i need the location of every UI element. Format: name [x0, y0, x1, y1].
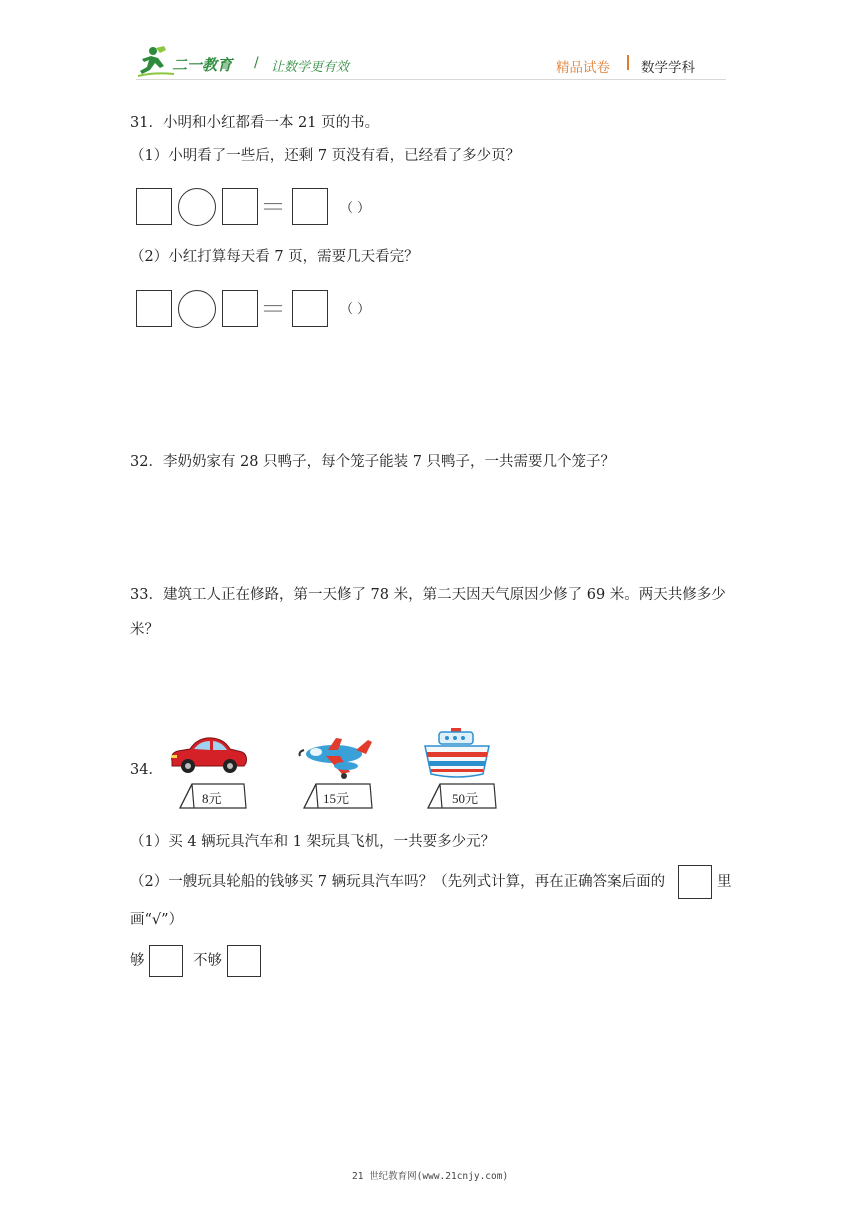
- logo-text: 二一教育: [172, 56, 233, 74]
- inline-answer-box[interactable]: [678, 865, 712, 899]
- q33-line2: 米？: [130, 622, 159, 638]
- unit-paren[interactable]: （ ）: [340, 201, 371, 216]
- q34-part2-line2: 画“√”）: [130, 912, 184, 928]
- answer-box[interactable]: [136, 188, 172, 225]
- operator-circle[interactable]: [178, 188, 216, 226]
- enough-checkbox[interactable]: [149, 945, 183, 977]
- equals-sign: ＝: [260, 193, 287, 223]
- toy-car-image: [166, 733, 250, 775]
- toy-plane-image: [296, 736, 376, 782]
- q34-part2-after-box: 里: [717, 874, 732, 890]
- price-car: 8元: [202, 791, 222, 806]
- enough-label: 够: [130, 953, 145, 969]
- q34-part2-line1: （2）一艘玩具轮船的钱够买 7 辆玩具汽车吗？（先列式计算，再在正确答案后面的: [130, 874, 666, 890]
- answer-box[interactable]: [222, 290, 258, 327]
- toy-boat-image: [421, 726, 493, 780]
- header-subject: 数学学科: [641, 60, 695, 76]
- header-right-label: 精品试卷: [556, 60, 610, 76]
- answer-box[interactable]: [136, 290, 172, 327]
- q31-title: 31．小明和小红都看一本 21 页的书。: [130, 115, 380, 131]
- price-plane: 15元: [323, 791, 350, 806]
- q32-title: 32．李奶奶家有 28 只鸭子，每个笼子能装 7 只鸭子，一共需要几个笼子？: [130, 454, 616, 470]
- q31-part1: （1）小明看了一些后，还剩 7 页没有看，已经看了多少页？: [130, 148, 521, 164]
- answer-box[interactable]: [292, 188, 328, 225]
- header-rule: [136, 79, 726, 80]
- price-boat: 50元: [452, 791, 479, 806]
- slogan: 让数学更有效: [271, 60, 350, 75]
- answer-box[interactable]: [222, 188, 258, 225]
- header-divider: [627, 55, 629, 70]
- footer-text: 21 世纪教育网(www.21cnjy.com): [352, 1171, 509, 1182]
- q33-line1: 33．建筑工人正在修路，第一天修了 78 米，第二天因天气原因少修了 69 米。两天共修多少: [130, 587, 726, 603]
- q34-part1: （1）买 4 辆玩具汽车和 1 架玩具飞机，一共要多少元？: [130, 834, 496, 850]
- q34-number: 34．: [130, 762, 163, 778]
- answer-box[interactable]: [292, 290, 328, 327]
- equals-sign: ＝: [260, 295, 287, 325]
- operator-circle[interactable]: [178, 290, 216, 328]
- q31-part2: （2）小红打算每天看 7 页，需要几天看完？: [130, 249, 419, 265]
- not-enough-checkbox[interactable]: [227, 945, 261, 977]
- runner-logo-icon: [136, 44, 176, 80]
- not-enough-label: 不够: [193, 953, 222, 969]
- header-slash: /: [254, 55, 259, 71]
- unit-paren[interactable]: （ ）: [340, 302, 371, 317]
